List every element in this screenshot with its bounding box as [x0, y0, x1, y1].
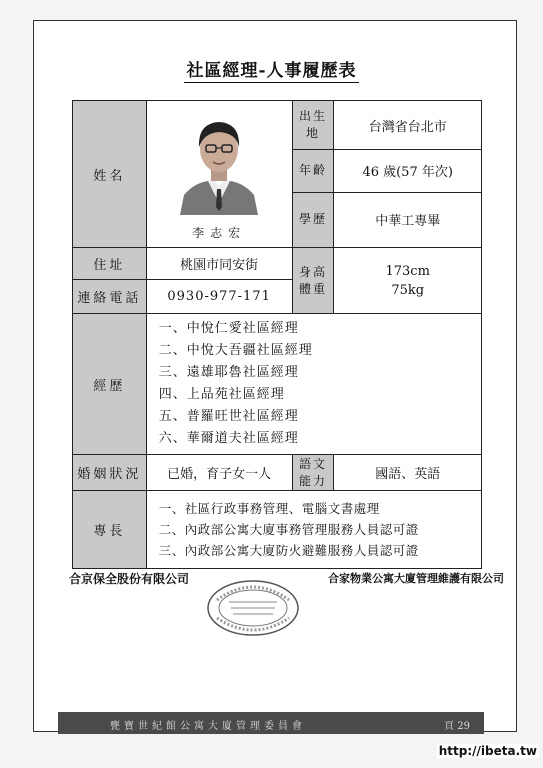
age-value: 46 歲(57 年次) [334, 150, 482, 193]
education-value: 中華工專畢 [334, 192, 482, 247]
experience-label: 經歷 [73, 314, 147, 455]
education-label: 學歷 [292, 192, 334, 247]
watermark-url: http://ibeta.tw [438, 744, 537, 758]
age-label: 年齡 [292, 150, 334, 193]
height-weight-value [334, 248, 482, 314]
skill-item: 三、內政部公寓大廈防火避難服務人員認可證 [158, 543, 419, 558]
experience-item: 三、遠雄耶魯社區經理 [158, 365, 299, 380]
page-title [0, 56, 543, 81]
marital-value: 已婚，育子女一人 [146, 455, 292, 491]
portrait-photo [174, 107, 264, 215]
company-right: 合家物業公寓大廈管理維護有限公司 [328, 572, 504, 585]
experience-item: 五、普羅旺世社區經理 [158, 409, 299, 424]
weight-value: 75kg [391, 282, 425, 298]
photo-cell [146, 101, 292, 248]
company-left: 合京保全股份有限公司 [69, 572, 190, 586]
footer-org: 甕寶世紀館公寓大廈管理委員會 [110, 721, 306, 732]
page-number: 頁 29 [444, 721, 470, 732]
footer-bar [58, 712, 484, 734]
marital-label: 婚姻狀況 [73, 455, 147, 491]
experience-item: 六、華爾道夫社區經理 [158, 431, 299, 446]
address-value: 桃園市同安街 [146, 248, 292, 280]
skill-item: 二、內政部公寓大廈事務管理服務人員認可證 [158, 522, 419, 537]
experience-item: 四、上品苑社區經理 [158, 387, 285, 402]
company-seal-stamp [205, 578, 301, 638]
experience-item: 二、中悅大吾疆社區經理 [158, 343, 313, 358]
skills-list [146, 491, 481, 569]
skill-item: 一、社區行政事務管理、電腦文書處理 [158, 501, 380, 516]
height-weight-label: 身高體重 [292, 248, 334, 314]
experience-list [146, 314, 481, 455]
name-label: 姓名 [73, 101, 147, 248]
photo-caption-name: 李志宏 [192, 226, 247, 240]
address-label: 住址 [73, 248, 147, 280]
skills-label: 專長 [73, 491, 147, 569]
phone-value: 0930-977-171 [146, 280, 292, 314]
title-text: 社區經理-人事履歷表 [186, 61, 357, 81]
phone-label: 連絡電話 [73, 280, 147, 314]
language-label: 語文能力 [292, 455, 334, 491]
experience-item: 一、中悅仁愛社區經理 [158, 321, 299, 336]
birthplace-label: 出生地 [292, 101, 334, 150]
birthplace-value: 台灣省台北市 [334, 101, 482, 150]
resume-table [72, 100, 482, 569]
language-value: 國語、英語 [334, 455, 482, 491]
height-value: 173cm [385, 263, 430, 279]
